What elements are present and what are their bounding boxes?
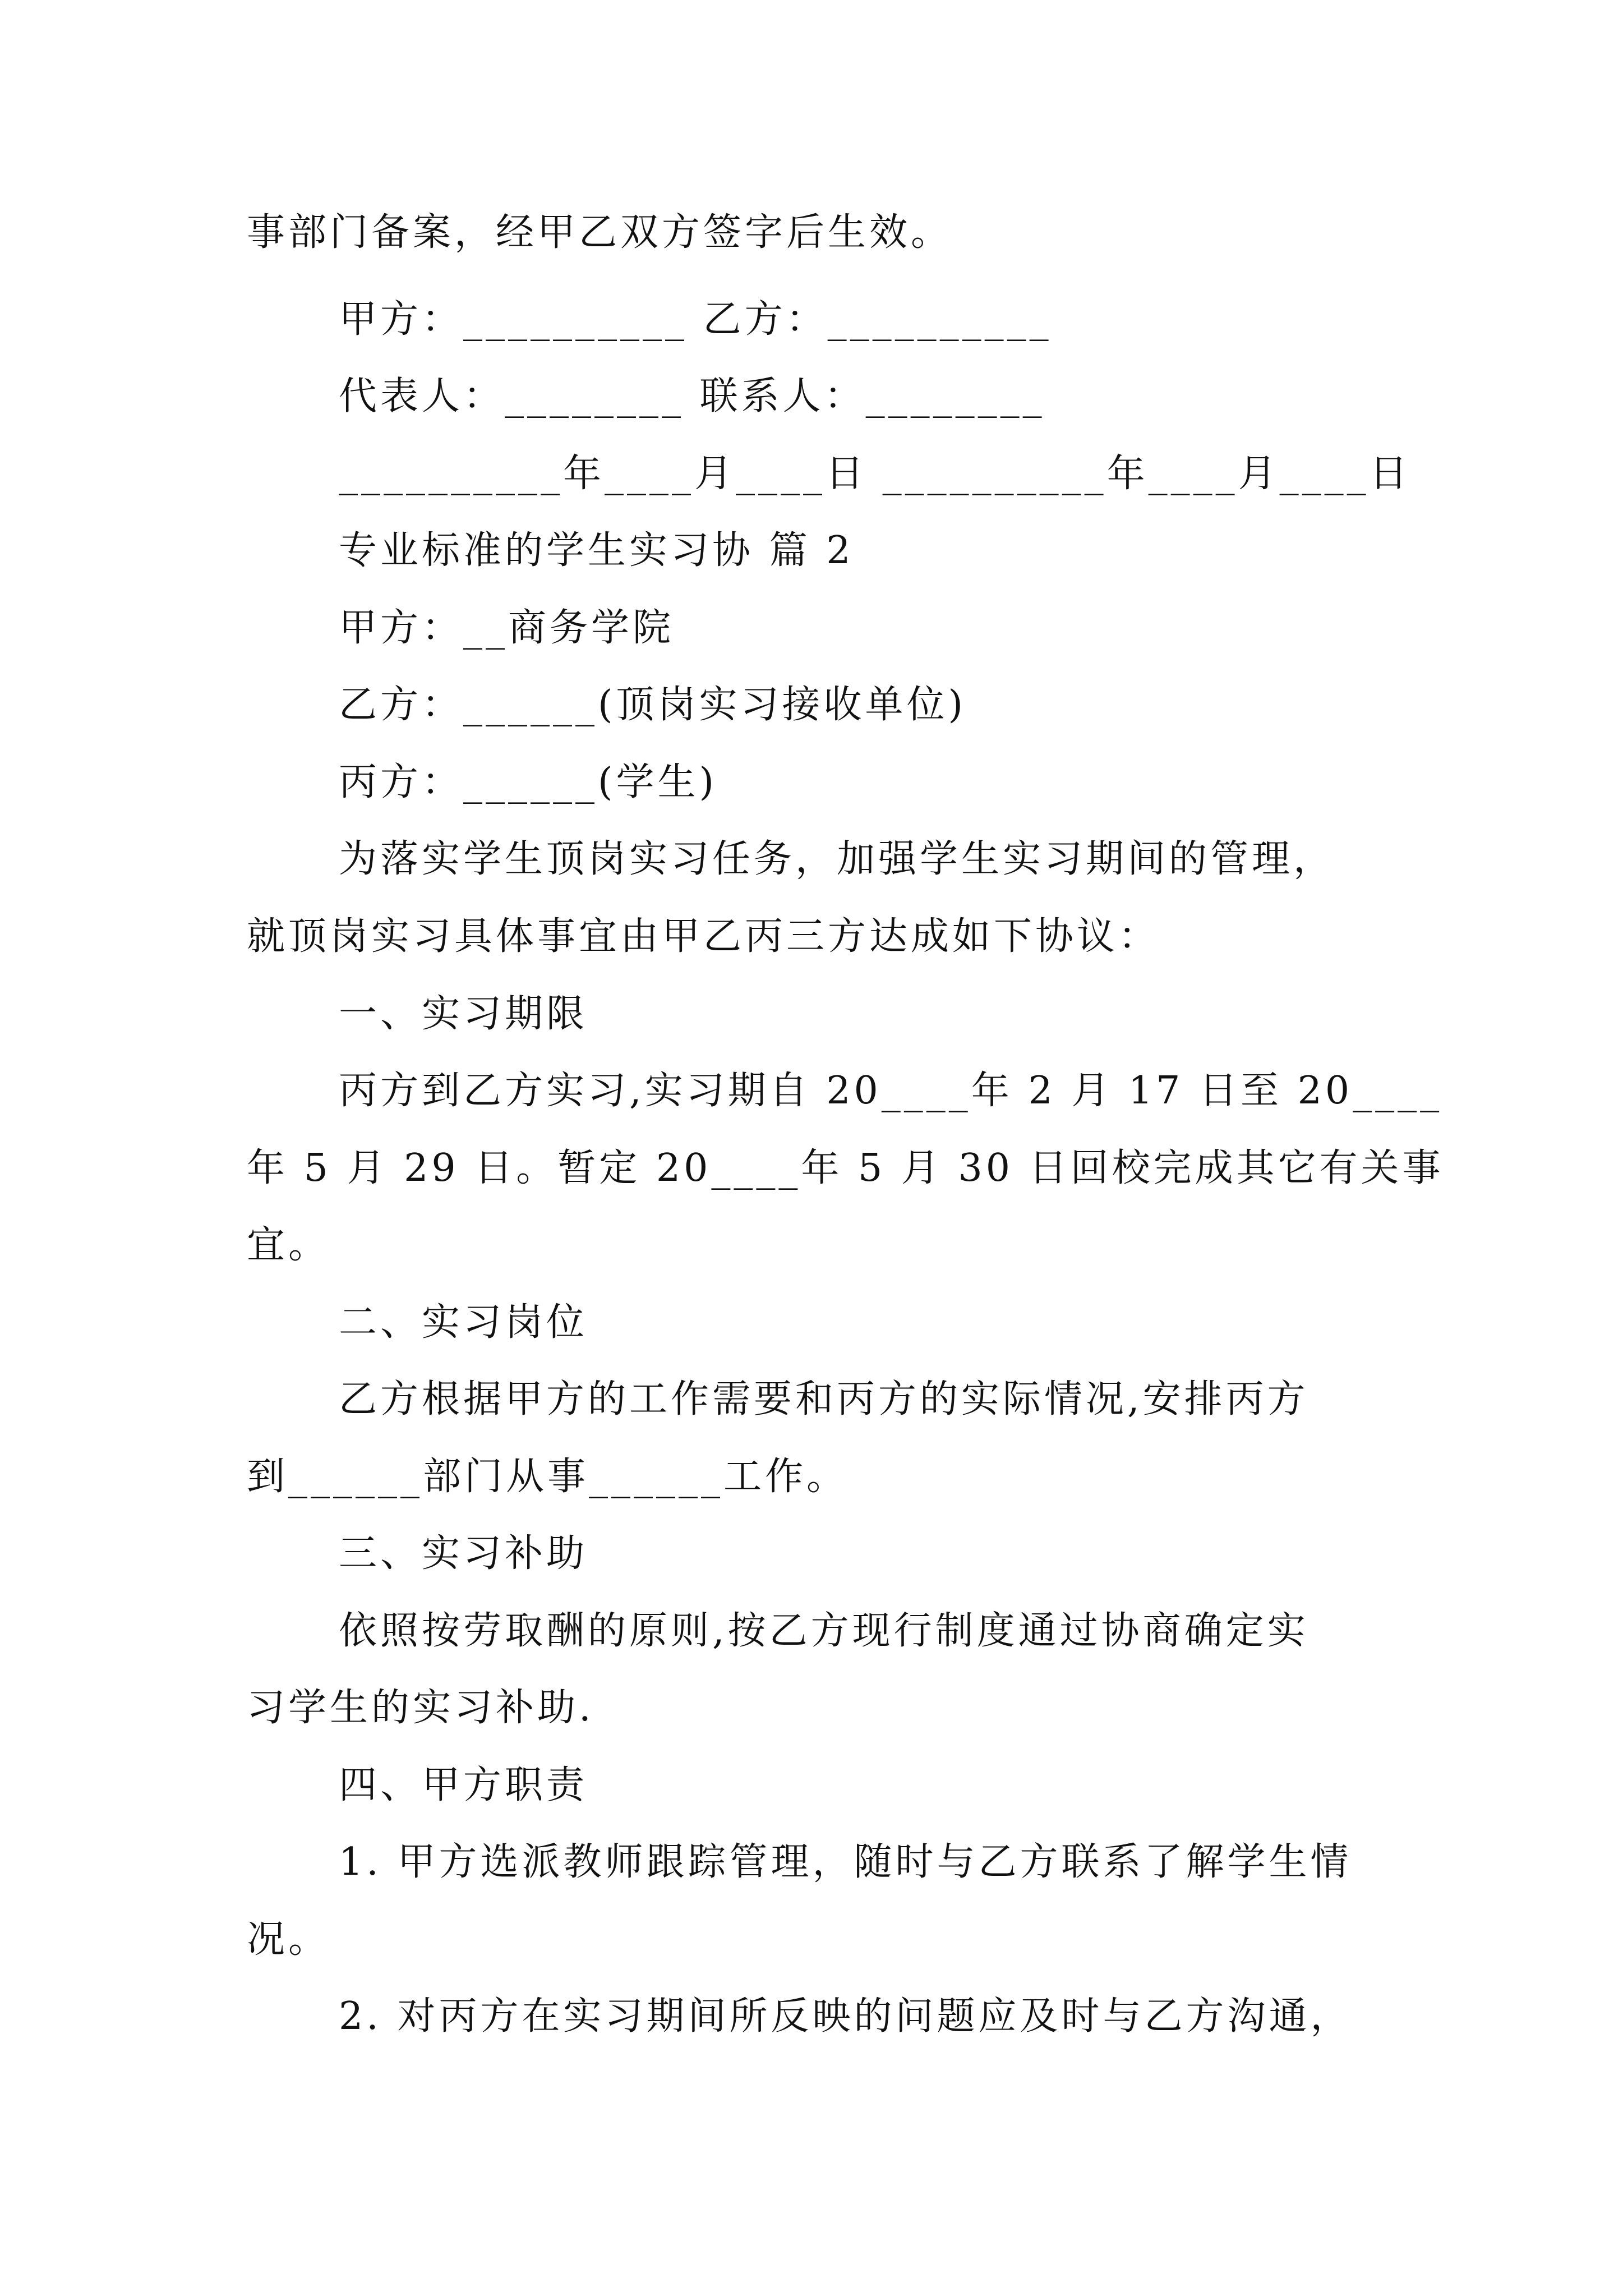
text-line-4: __________年____月____日 __________年____月____日 xyxy=(339,452,1411,496)
text-line-6: 甲方：__商务学院 xyxy=(339,606,675,650)
heading-2: 二、实习岗位 xyxy=(339,1300,588,1345)
text-line-10: 就顶岗实习具体事宜由甲乙丙三方达成如下协议： xyxy=(247,914,1160,959)
text-line-20: 习学生的实习补助. xyxy=(247,1686,594,1730)
heading-1: 一、实习期限 xyxy=(339,992,588,1036)
text-line-16: 乙方根据甲方的工作需要和丙方的实际情况,安排丙方 xyxy=(339,1377,1309,1421)
section-title: 专业标准的学生实习协 篇 2 xyxy=(339,528,854,573)
text-line-14: 宜。 xyxy=(247,1223,330,1267)
text-line-17: 到______部门从事______工作。 xyxy=(247,1455,849,1499)
text-line-1: 事部门备案，经甲乙双方签字后生效。 xyxy=(247,210,953,255)
text-line-23: 况。 xyxy=(247,1917,330,1962)
text-line-22: 1. 甲方选派教师跟踪管理，随时与乙方联系了解学生情 xyxy=(339,1840,1352,1884)
text-line-12: 丙方到乙方实习,实习期自 20____年 2 月 17 日至 20____ xyxy=(339,1069,1443,1113)
text-line-3: 代表人：________ 联系人：________ xyxy=(339,374,1045,418)
heading-3: 三、实习补助 xyxy=(339,1531,588,1576)
text-line-7: 乙方：______(顶岗实习接收单位) xyxy=(339,683,967,727)
text-line-13: 年 5 月 29 日。暂定 20____年 5 月 30 日回校完成其它有关事 xyxy=(247,1146,1444,1190)
text-line-24: 2. 对丙方在实习期间所反映的问题应及时与乙方沟通， xyxy=(339,1994,1352,2039)
text-line-19: 依照按劳取酬的原则,按乙方现行制度通过协商确定实 xyxy=(339,1609,1309,1653)
heading-4: 四、甲方职责 xyxy=(339,1763,588,1807)
text-line-2: 甲方：__________ 乙方：__________ xyxy=(339,297,1052,342)
text-line-9: 为落实学生顶岗实习任务，加强学生实习期间的管理， xyxy=(339,837,1335,881)
text-line-8: 丙方：______(学生) xyxy=(339,760,718,804)
